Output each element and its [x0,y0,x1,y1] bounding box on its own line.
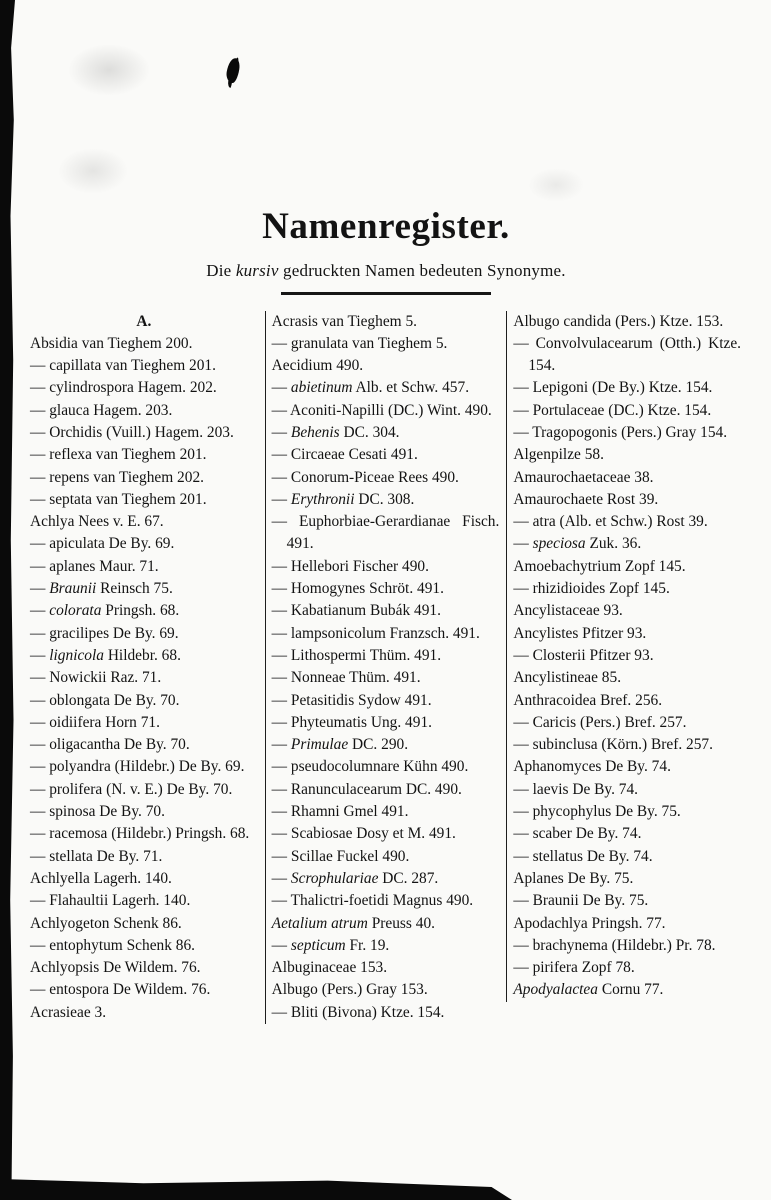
entry-text: Absidia van Tieghem 200. [30,334,193,352]
index-entry [272,823,500,845]
entry-text: — Convolvulacearum (Otth.) Ktze. 154. [513,334,742,375]
entry-text: — Scillae Fuckel 490. [271,847,410,865]
entry-text: — [271,936,291,954]
entry-text: — spinosa De By. 70. [30,803,165,821]
entry-text: Algenpilze 58. [513,446,604,464]
entry-text: — Conorum-Piceae Rees 490. [271,468,459,486]
entry-text: Albugo candida (Pers.) Ktze. 153. [513,312,724,330]
index-entry [513,400,741,422]
index-entry [272,444,500,466]
entry-text: Achlyogeton Schenk 86. [30,914,182,932]
index-entry [30,913,258,935]
entry-text: — Tragopogonis (Pers.) Gray 154. [513,423,728,441]
subtitle-text-pre: Die [206,261,236,280]
entry-text: — Hellebori Fischer 490. [271,557,429,575]
index-entry [513,467,741,489]
entry-text-italic: speciosa [532,535,586,553]
index-entry [272,311,500,333]
entry-text: Aecidium 490. [271,357,364,375]
index-entry [272,422,500,444]
index-entry [513,667,741,689]
entry-text: — Braunii De By. 75. [513,892,649,910]
entry-text: Alb. et Schw. 457. [352,379,470,397]
index-entry [30,779,258,801]
index-entry [30,756,258,778]
index-entry [513,935,741,957]
subtitle-text-post: gedruckten Namen bedeuten Synonyme. [278,261,566,280]
index-entry [30,801,258,823]
entry-text: Cornu 77. [597,981,664,999]
index-entry [513,578,741,600]
scan-border-bottom [0,1179,512,1200]
entry-text: — entospora De Wildem. 76. [30,981,211,999]
index-column-1 [24,311,265,1025]
entry-text-italic: Braunii [49,580,97,598]
entry-text: — granulata van Tieghem 5. [271,334,448,352]
entry-text: — [271,379,291,397]
entry-text: Achlya Nees v. E. 67. [30,513,164,531]
index-entry [272,801,500,823]
entry-text: — racemosa (Hildebr.) Pringsh. 68. [30,825,250,843]
entry-text: — stellatus De By. 74. [513,847,653,865]
index-entry [30,333,258,355]
index-entry [272,355,500,377]
entry-text: Reinsch 75. [96,580,173,598]
index-entry [272,556,500,578]
entry-text: — Circaeae Cesati 491. [271,446,418,464]
entry-text: — Phyteumatis Ung. 491. [271,713,432,731]
index-entry [30,377,258,399]
entry-text-italic: lignicola [49,646,104,664]
index-entry [272,690,500,712]
index-entry [30,511,258,533]
index-entry [272,377,500,399]
entry-text: — cylindrospora Hagem. 202. [30,379,217,397]
index-entry [30,355,258,377]
index-entry [513,311,741,333]
index-entry [272,489,500,511]
index-entry [513,489,741,511]
section-letter: A. [136,312,152,330]
entry-text: — Homogynes Schröt. 491. [271,580,444,598]
entry-text: Albuginaceae 153. [271,959,388,977]
entry-text: Fr. 19. [345,936,390,954]
index-entry [513,690,741,712]
index-entry [272,667,500,689]
entry-text: Albugo (Pers.) Gray 153. [271,981,428,999]
page-title: Namenregister. [262,206,510,247]
entry-text: — [271,490,291,508]
entry-text: — lampsonicolum Franzsch. 491. [271,624,480,642]
index-entry [30,734,258,756]
entry-text: — oligacantha De By. 70. [30,736,190,754]
entry-text: — Rhamni Gmel 491. [271,803,409,821]
index-entry [30,935,258,957]
entry-text: Preuss 40. [367,914,435,932]
entry-text: — Scabiosae Dosy et M. 491. [271,825,456,843]
index-entry [30,422,258,444]
entry-text: — pseudocolumnare Kühn 490. [271,758,469,776]
index-entry [513,890,741,912]
entry-text: — [271,736,291,754]
index-entry [513,913,741,935]
index-entry [30,623,258,645]
entry-text: Achlyella Lagerh. 140. [30,869,172,887]
entry-text: Acrasis van Tieghem 5. [271,312,418,330]
index-entry [272,712,500,734]
entry-text-italic: Scrophulariae [290,869,379,887]
entry-text: — Petasitidis Sydow 491. [271,691,432,709]
index-entry [30,556,258,578]
index-entry [30,868,258,890]
index-entry [272,868,500,890]
entry-text: — repens van Tieghem 202. [30,468,204,486]
index-entry [272,578,500,600]
subtitle-italic-word: kursiv [235,261,279,280]
entry-text-italic: Apodyalactea [513,981,598,999]
entry-text: Ancylistaceae 93. [513,602,623,620]
entry-text: — gracilipes De By. 69. [30,624,179,642]
entry-text: — pirifera Zopf 78. [513,959,635,977]
entry-text: — Closterii Pfitzer 93. [513,646,654,664]
index-entry [272,645,500,667]
entry-text-italic: Behenis [290,423,340,441]
entry-text: — oidiifera Horn 71. [30,713,160,731]
entry-text: DC. 308. [354,490,415,508]
entry-text: — Thalictri-foetidi Magnus 490. [271,892,474,910]
index-entry [513,422,741,444]
index-entry [30,957,258,979]
entry-text: — Portulaceae (DC.) Ktze. 154. [513,401,712,419]
entry-text: — entophytum Schenk 86. [30,936,196,954]
entry-text: Amoebachytrium Zopf 145. [513,557,686,575]
index-entry [30,690,258,712]
index-entry [272,779,500,801]
entry-text: — rhizidioides Zopf 145. [513,580,670,598]
page-content [24,0,748,1024]
entry-text: — Nonneae Thüm. 491. [271,669,421,687]
entry-text-italic: Primulae [290,736,349,754]
entry-text: — capillata van Tieghem 201. [30,357,216,375]
entry-text: Amaurochaetaceae 38. [513,468,654,486]
entry-text: — Orchidis (Vuill.) Hagem. 203. [30,423,234,441]
entry-text-italic: colorata [49,602,102,620]
entry-text: — polyandra (Hildebr.) De By. 69. [30,758,245,776]
entry-text: — Aconiti-Napilli (DC.) Wint. 490. [271,401,492,419]
index-entry [30,400,258,422]
index-entry [513,377,741,399]
index-entry [30,600,258,622]
index-entry [272,979,500,1001]
index-entry [513,556,741,578]
index-entry [272,890,500,912]
index-entry [513,623,741,645]
index-entry [272,756,500,778]
entry-text: — apiculata De By. 69. [30,535,175,553]
entry-text: — prolifera (N. v. E.) De By. 70. [30,780,233,798]
index-entry [513,333,741,378]
entry-text: Hildebr. 68. [103,646,181,664]
entry-text: — Bliti (Bivona) Ktze. 154. [271,1003,445,1021]
entry-text: — scaber De By. 74. [513,825,642,843]
entry-text: — [30,580,50,598]
entry-text: DC. 304. [339,423,400,441]
index-entry [30,846,258,868]
entry-text: — Flahaultii Lagerh. 140. [30,892,191,910]
entry-text-italic: abietinum [290,379,353,397]
index-entry [513,533,741,555]
entry-text: Zuk. 36. [585,535,642,553]
entry-text: — atra (Alb. et Schw.) Rost 39. [513,513,708,531]
entry-text: — [30,602,50,620]
entry-text: Ancylistes Pfitzer 93. [513,624,647,642]
index-columns [24,311,748,1025]
scan-border-left [0,0,15,1200]
entry-text: DC. 290. [348,736,409,754]
entry-text: — oblongata De By. 70. [30,691,180,709]
index-entry [513,779,741,801]
index-entry [513,823,741,845]
index-entry [30,467,258,489]
entry-text: — Lithospermi Thüm. 491. [271,646,442,664]
index-entry [272,935,500,957]
index-entry [272,957,500,979]
entry-text: Ancylistineae 85. [513,669,622,687]
index-entry [513,868,741,890]
index-entry [513,712,741,734]
entry-text: — Lepigoni (De By.) Ktze. 154. [513,379,713,397]
entry-text: Apodachlya Pringsh. 77. [513,914,666,932]
entry-text-italic: Erythronii [290,490,355,508]
index-entry [30,1002,258,1024]
entry-text: — [271,423,291,441]
index-entry [272,623,500,645]
entry-text: — glauca Hagem. 203. [30,401,173,419]
entry-text: DC. 287. [378,869,439,887]
index-entry [30,533,258,555]
entry-text: Aphanomyces De By. 74. [513,758,671,776]
entry-text: — Caricis (Pers.) Bref. 257. [513,713,687,731]
entry-text: — brachynema (Hildebr.) Pr. 78. [513,936,716,954]
index-entry [513,846,741,868]
entry-text: Pringsh. 68. [101,602,180,620]
index-entry [513,957,741,979]
index-entry [30,489,258,511]
entry-text: — reflexa van Tieghem 201. [30,446,207,464]
index-column-3 [506,311,748,1002]
index-entry [272,913,500,935]
entry-text: — laevis De By. 74. [513,780,639,798]
index-entry [30,444,258,466]
entry-text: — aplanes Maur. 71. [30,557,159,575]
index-entry [272,400,500,422]
index-entry [30,667,258,689]
entry-text: — phycophylus De By. 75. [513,803,681,821]
entry-text: Anthracoidea Bref. 256. [513,691,663,709]
entry-text: Acrasieae 3. [30,1003,107,1021]
index-entry [272,467,500,489]
entry-text: — Euphorbiae-Gerardianae Fisch. 491. [271,513,500,553]
entry-text: — stellata De By. 71. [30,847,163,865]
index-entry [30,979,258,1001]
index-entry [513,801,741,823]
entry-text: — [513,535,533,553]
entry-text: Achlyopsis De Wildem. 76. [30,959,201,977]
index-entry [272,333,500,355]
entry-text-italic: septicum [290,936,346,954]
entry-text: — [271,869,291,887]
index-entry [513,645,741,667]
index-entry [30,578,258,600]
index-entry [513,979,741,1001]
index-entry [30,712,258,734]
entry-text: — [30,646,50,664]
index-entry [272,511,500,556]
entry-text: Aplanes De By. 75. [513,869,634,887]
index-entry [30,890,258,912]
index-entry [513,511,741,533]
entry-text: — Kabatianum Bubák 491. [271,602,441,620]
index-entry [272,1002,500,1024]
entry-text: — septata van Tieghem 201. [30,490,207,508]
subtitle [24,261,748,281]
entry-text: — Nowickii Raz. 71. [30,669,162,687]
entry-text-italic: Aetalium atrum [271,914,368,932]
index-entry [30,645,258,667]
index-entry [513,734,741,756]
entry-text: — subinclusa (Körn.) Bref. 257. [513,736,713,754]
index-entry [513,756,741,778]
index-entry [513,444,741,466]
entry-text: — Ranunculacearum DC. 490. [271,780,462,798]
index-entry [272,734,500,756]
index-entry [272,600,500,622]
divider-rule [281,292,491,295]
index-entry [30,823,258,845]
index-entry [513,600,741,622]
index-column-2 [265,311,507,1025]
entry-text: Amaurochaete Rost 39. [513,490,659,508]
index-entry [272,846,500,868]
